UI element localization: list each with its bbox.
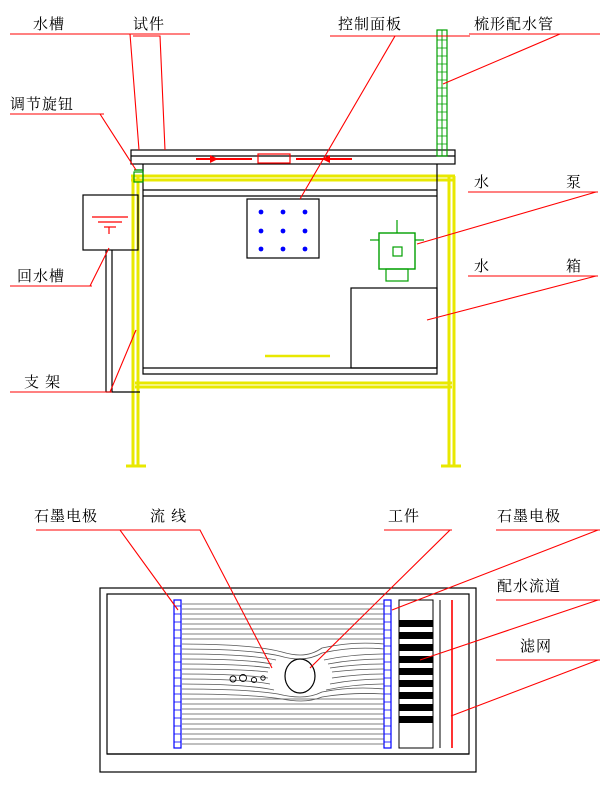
graphite-electrode-left — [174, 600, 181, 748]
workpiece — [285, 659, 315, 693]
top-plan-view — [36, 530, 600, 772]
tank-body-outline — [131, 150, 455, 374]
label-water-tank: 水槽 — [33, 16, 66, 33]
label-workpiece: 工件 — [388, 508, 421, 525]
label-filter-screen: 滤网 — [520, 638, 553, 655]
label-water-channel: 配水流道 — [497, 578, 562, 595]
water-box — [351, 288, 437, 368]
label-water-1: 水 — [474, 174, 491, 191]
graphite-electrode-right — [384, 600, 391, 748]
comb-distribution-pipe — [437, 30, 447, 156]
water-distribution-channel — [399, 600, 433, 748]
label-adjust-knob: 调节旋钮 — [10, 96, 75, 113]
label-graphite-electrode-left: 石墨电极 — [34, 508, 99, 525]
label-water-2: 水 — [474, 258, 491, 275]
label-control-panel: 控制面板 — [338, 16, 403, 33]
support-frame — [126, 176, 461, 466]
specimen-part — [196, 154, 352, 163]
pump-unit — [370, 220, 424, 281]
label-underlines-bottom — [36, 530, 600, 660]
label-comb-pipe: 梳形配水管 — [474, 16, 555, 33]
label-return-trough: 回水槽 — [17, 268, 66, 285]
label-specimen: 试件 — [133, 16, 166, 33]
label-bracket: 支 架 — [24, 374, 62, 391]
label-graphite-electrode-right: 石墨电极 — [497, 508, 562, 525]
leader-lines-bottom — [36, 530, 598, 716]
front-elevation-view — [10, 30, 600, 466]
label-box: 箱 — [566, 258, 583, 275]
return-water-trough — [83, 195, 140, 392]
label-streamline: 流 线 — [150, 508, 188, 525]
control-panel — [247, 199, 319, 258]
label-pump: 泵 — [566, 174, 583, 191]
